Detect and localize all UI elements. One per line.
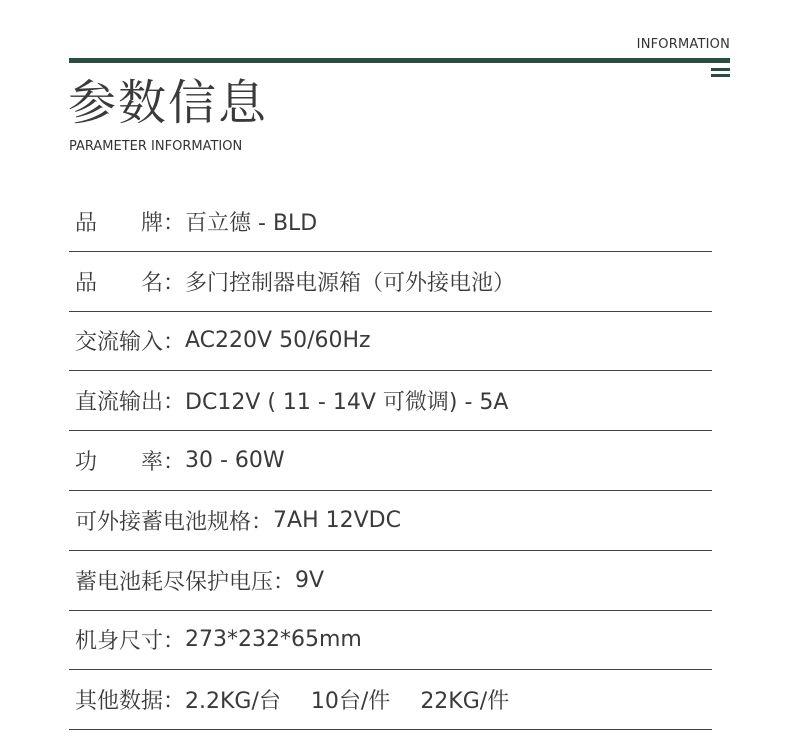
menu-icon[interactable] — [711, 68, 730, 77]
param-value: 多门控制器电源箱（可外接电池） — [185, 270, 516, 296]
page-subtitle: PARAMETER INFORMATION — [69, 139, 243, 154]
param-value: 273*232*65mm — [185, 627, 362, 653]
param-row-other — [69, 670, 712, 730]
param-row-dimensions — [69, 611, 712, 671]
param-value: DC12V ( 11 - 14V 可微调) - 5A — [185, 390, 509, 416]
param-value: 百立德 - BLD — [185, 210, 318, 236]
param-row-name — [69, 252, 712, 312]
param-label: 机身尺寸： — [75, 629, 186, 655]
units-per-carton: 10台/件 — [310, 689, 391, 715]
page-title: 参数信息 — [68, 75, 269, 131]
weight-per-carton: 22KG/件 — [420, 689, 510, 715]
param-value: 7AH 12VDC — [273, 507, 401, 533]
param-label: 品 牌： — [75, 210, 186, 236]
param-label: 其他数据： — [75, 689, 186, 715]
param-label: 品 名： — [75, 270, 186, 296]
param-label: 可外接蓄电池规格： — [75, 509, 274, 535]
information-label: INFORMATION — [636, 37, 730, 52]
header-divider — [69, 58, 730, 63]
parameter-table — [69, 192, 712, 730]
param-row-dc-output — [69, 371, 712, 431]
param-row-power — [69, 431, 712, 491]
param-label: 直流输出： — [75, 390, 186, 416]
param-label: 功 率： — [75, 450, 186, 476]
param-value: 9V — [295, 567, 325, 593]
param-value: AC220V 50/60Hz — [185, 328, 371, 354]
param-label: 蓄电池耗尽保护电压： — [75, 569, 296, 595]
param-row-battery-spec — [69, 491, 712, 551]
param-label: 交流输入： — [75, 330, 186, 356]
param-row-protect-voltage — [69, 551, 712, 611]
param-row-brand — [69, 192, 712, 252]
param-row-ac-input — [69, 312, 712, 372]
param-value: 30 - 60W — [185, 448, 285, 474]
weight-per-unit: 2.2KG/台 — [185, 689, 281, 715]
param-value — [185, 684, 509, 715]
